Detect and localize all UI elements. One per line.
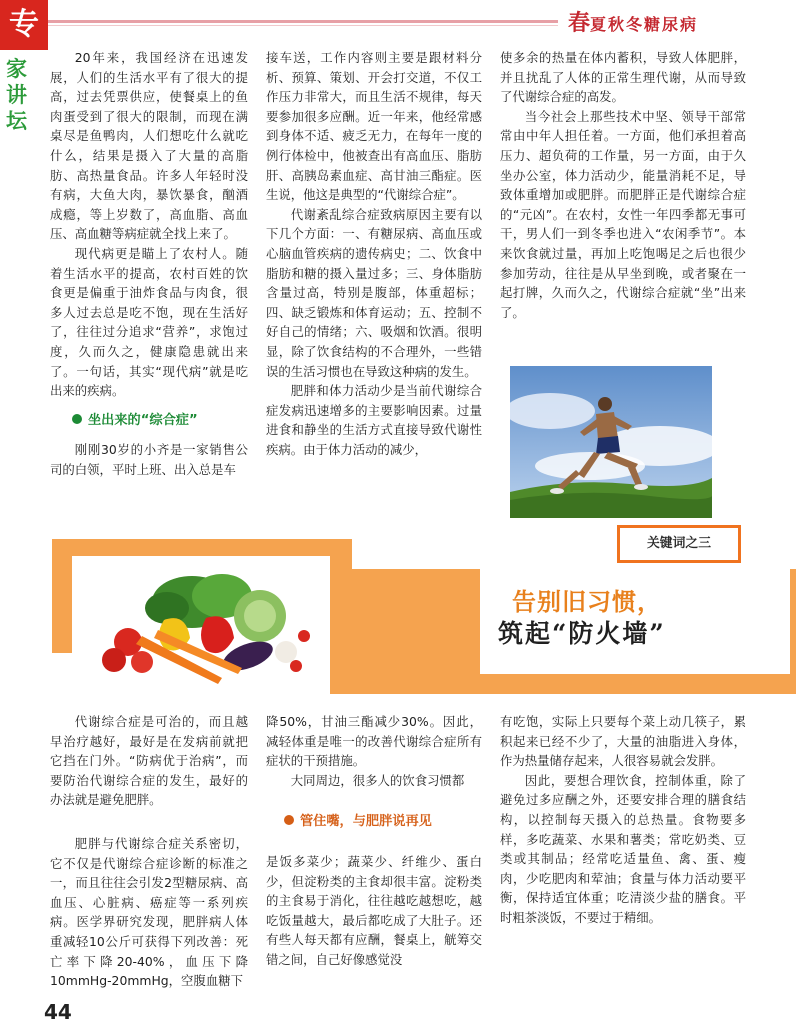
header-rule (48, 20, 558, 23)
paragraph: 是饭多菜少；蔬菜少、纤维少、蛋白少，但淀粉类的主食却很丰富。淀粉类的主食易于消化，往往越吃越想吃，越吃饭量越大，最后都吃成了大肚子。还有些人每天都有应酬，餐桌上，觥筹交错之间，自己好像感觉没 (266, 853, 482, 967)
paragraph: 当今社会上那些技术中坚、领导干部常常由中年人担任着。一方面，他们承担着高压力、超负荷的工作量，另一方面，由于久坐办公室，体力活动少，能量消耗不足，导致体重增加或肥胖。而肥胖正是代谢综合症的“元凶”。在农村，女性一年四季都无事可干，男人们一到冬季也进入“农闲季节”。本来饮食就过量，再加上吃饱喝足之后也很少参加劳动，往往是从早坐到晚，或者聚在一起打牌，久而久之，代谢综合症就“坐”出来了。 (500, 108, 746, 320)
page-number: 44 (44, 1000, 72, 1024)
section-subhead-text: 坐出来的“综合症” (88, 412, 198, 428)
paragraph: 肥胖和体力活动少是当前代谢综合症发病迅速增多的主要影响因素。过量进食和静坐的生活方式直接导致代谢性疾病。由于体力活动的减少， (266, 383, 482, 457)
lower-column-3 (500, 712, 746, 928)
paragraph: 现代病更是瞄上了农村人。随着生活水平的提高，农村百姓的饮食更是偏重于油炸食品与肉食，很多人过去总是吃不饱，现在生活好了，往往过分追求“营养”，求饱过度，久而久之，健康隐患就出来了。一句话，其实“现代病”就是吃出来的疾病。 (50, 245, 248, 399)
upper-column-2 (266, 48, 482, 459)
keyword-label-text: 关键词之三 (647, 536, 711, 551)
upper-column-1 (50, 48, 248, 479)
bullet-dot-icon (72, 414, 82, 424)
article-title-line1: 告别旧习惯， (512, 588, 662, 616)
article-title-line2: 筑起“防火墙” (498, 619, 666, 648)
series-title-rest: 夏秋冬糖尿病 (590, 15, 699, 34)
upper-column-3 (500, 48, 746, 322)
series-title-first: 春 (568, 10, 591, 36)
section-badge: 专 (0, 0, 48, 50)
runner-photo (510, 366, 712, 518)
lower-column-1 (50, 712, 248, 991)
lower-column-2 (266, 712, 482, 970)
paragraph: 大同周边，很多人的饮食习惯都 (290, 772, 465, 788)
paragraph: 代谢综合症是可治的，而且越早治疗越好，最好是在发病前就把它挡在门外。“防病优于治病”，而要防治代谢综合症的发生，最好的办法就是避免肥胖。 (50, 714, 248, 808)
paragraph: 肥胖与代谢综合症关系密切，它不仅是代谢综合症诊断的标准之一，而且往往会引发2型糖尿病、高血压、心脏病、癌症等一系列疾病。医学界研究发现，肥胖病人体重减轻10公斤可获得下列改善：死亡率下降20-40%，血压下降10mmHg-20mmHg，空腹血糖下 (50, 835, 248, 989)
paragraph: 刚刚30岁的小齐是一家销售公司的白领，平时上班、出入总是车 (50, 442, 248, 477)
paragraph: 有吃饱，实际上只要每个菜上动几筷子，累积起来已经不少了，大量的油脂进入身体，作为热量储存起来，人很容易就会发胖。 (500, 714, 746, 769)
section-subhead (266, 812, 482, 832)
section-subhead-text: 管住嘴，与肥胖说再见 (300, 814, 432, 830)
vegetables-photo (72, 556, 330, 694)
column-tag: 家讲坛 (6, 56, 27, 133)
header-rule-thin (48, 25, 558, 26)
section-subhead (50, 411, 248, 431)
bullet-dot-icon (284, 815, 294, 825)
paragraph: 20年来，我国经济在迅速发展，人们的生活水平有了很大的提高，过去凭票供应，使餐桌上的鱼肉蛋受到了很大的限制，而现在满桌尽是鱼鸭肉，人们想吃什么就吃什么，结果是摄入了大量的高脂肪、高热量食品。许多人年轻时没有病，大鱼大肉，暴饮暴食，酗酒成瘾，等上岁数了，高血脂、高血压、高血糖等病症就全找上来了。 (50, 50, 248, 242)
paragraph: 因此，要想合理饮食，控制体重，除了避免过多应酬之外，还要安排合理的膳食结构，以控制每天摄入的总热量。食物要多样，多吃蔬菜、水果和薯类；常吃奶类、豆类或其制品；经常吃适量鱼、禽、蛋、瘦肉，少吃肥肉和荤油；食量与体力活动要平衡，保持适宜体重；吃清淡少盐的膳食。平时粗茶淡饭，不要过于精细。 (500, 772, 746, 925)
series-title (568, 6, 698, 37)
paragraph: 代谢紊乱综合症致病原因主要有以下几个方面：一、有糖尿病、高血压或心脑血管疾病的遗传病史；二、饮食中脂肪和糖的摄入量过多；三、身体脂肪含量过高，特别是腹部，体重超标；四、缺乏锻炼和体育运动；五、控制不好自己的情绪；六、吸烟和饮酒。很明显，除了饮食结构的不合理外，一些错误的生活习惯也在导致这种病的发生。 (266, 206, 482, 379)
keyword-label (617, 525, 741, 563)
paragraph: 接车送，工作内容则主要是跟材料分析、预算、策划、开会打交道，不仅工作压力非常大，而且生活不规律，每天要参加很多应酬。近一年来，他经常感到身体不适、疲乏无力，在每年一度的例行体检中，他被查出有高血压、脂肪肝、高胰岛素血症、高甘油三酯症。医生说，他这是典型的“代谢综合症”。 (266, 50, 482, 203)
paragraph: 降50%，甘油三酯减少30%。因此，减轻体重是唯一的改善代谢综合症所有症状的干预措施。 (266, 714, 482, 769)
paragraph: 使多余的热量在体内蓄积，导致人体肥胖，并且扰乱了人体的正常生理代谢，从而导致了代谢综合症的高发。 (500, 50, 746, 105)
